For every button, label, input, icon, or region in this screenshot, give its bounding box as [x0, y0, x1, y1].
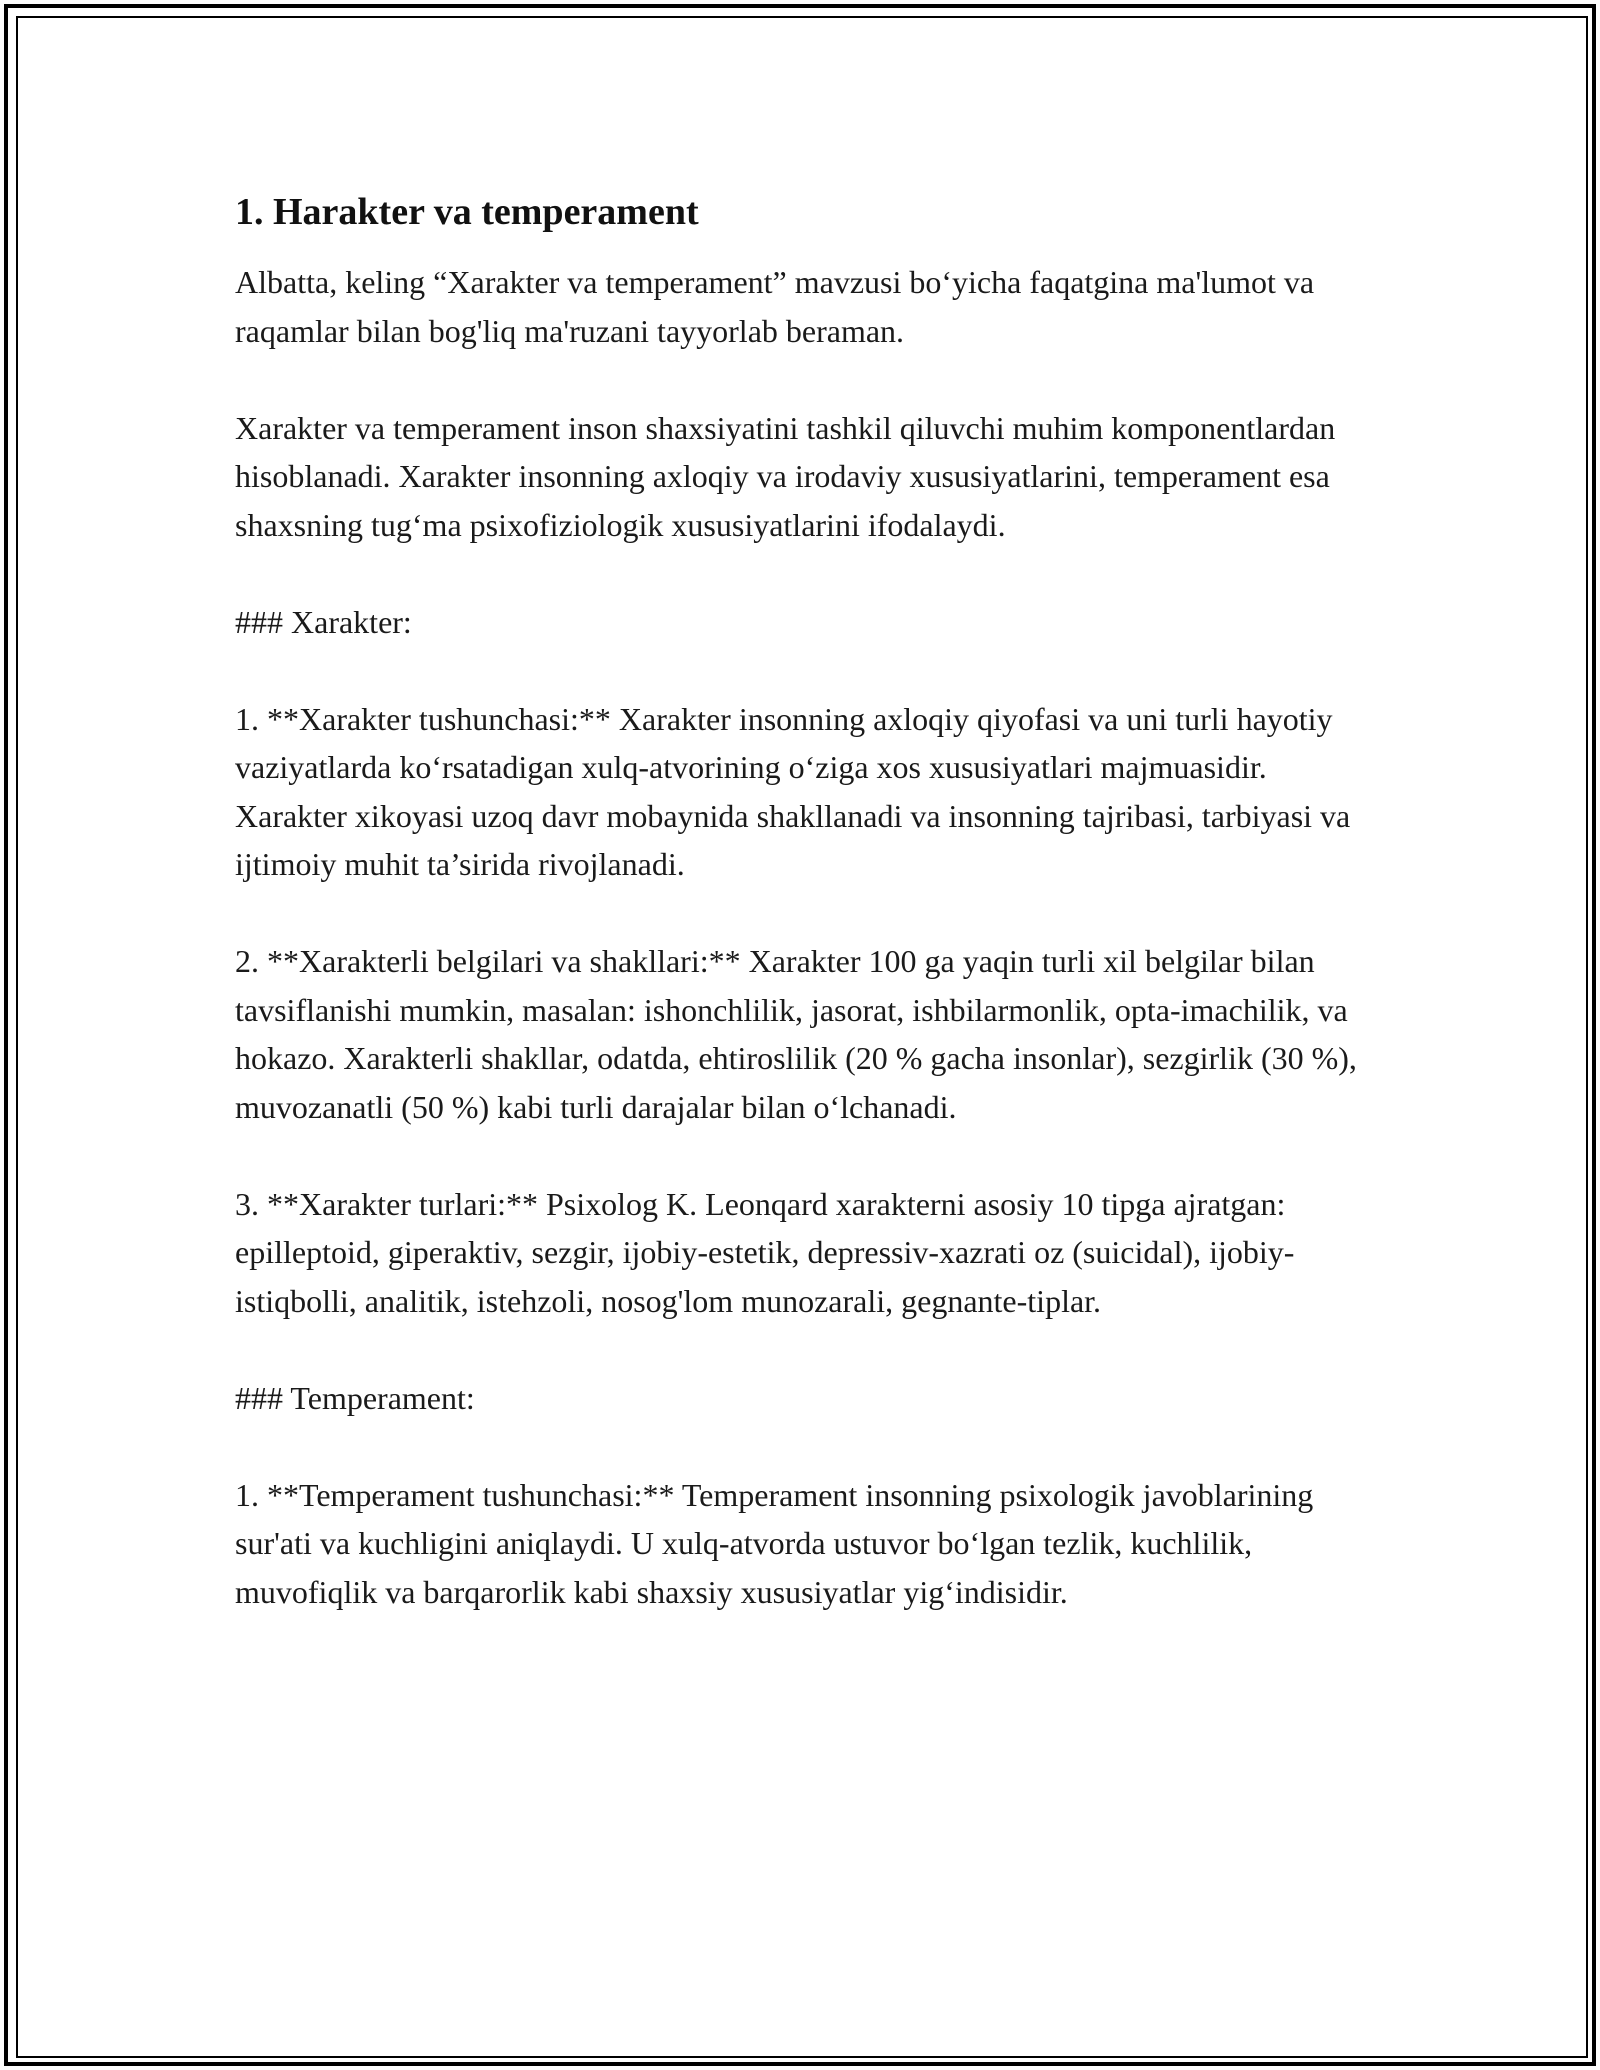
section-heading-xarakter: ### Xarakter:: [235, 603, 412, 640]
list-item-xarakter-traits: 2. **Xarakterli belgilari va shakllari:** Xarakter 100 ga yaqin turli xil belgilar bilan tavsiflanishi mumkin, masalan: ishonchlilik, jasorat, ishbilarmonlik, opta-imachilik, va hokazo. Xarakterli shakllar, odatda, ehtiroslilik (20 % gacha insonlar), sezgirlik (30 %), muvozanatli (50 %) kabi turli darajalar bilan o‘lchanadi.: [235, 943, 1357, 1125]
document-title: 1. Harakter va temperament: [235, 191, 699, 233]
paragraph-overview: Xarakter va temperament inson shaxsiyatini tashkil qiluvchi muhim komponentlardan hisoblanadi. Xarakter insonning axloqiy va irodaviy xususiyatlarini, temperament esa shaxsning tug‘ma psixofiziologik xususiyatlarini ifodalaydi.: [235, 409, 1336, 543]
document-body: [235, 186, 1375, 1665]
list-item-temperament-concept: 1. **Temperament tushunchasi:** Temperament insonning psixologik javoblarining sur'ati va kuchligini aniqlaydi. U xulq-atvorda ustuvor bo‘lgan tezlik, kuchlilik, muvofiqlik va barqarorlik kabi shaxsiy xususiyatlar yig‘indisidir.: [235, 1476, 1314, 1610]
list-item-xarakter-types: 3. **Xarakter turlari:** Psixolog K. Leonqard xarakterni asosiy 10 tipga ajratgan: epilleptoid, giperaktiv, sezgir, ijobiy-estetik, depressiv-xazrati oz (suicidal), ijobiy-istiqbolli, analitik, istehzoli, nosog'lom munozarali, gegnante-tiplar.: [235, 1185, 1295, 1319]
list-item-xarakter-concept: 1. **Xarakter tushunchasi:** Xarakter insonning axloqiy qiyofasi va uni turli hayotiy vaziyatlarda ko‘rsatadigan xulq-atvorining o‘ziga xos xususiyatlari majmuasidir. Xarakter xikoyasi uzoq davr mobaynida shakllanadi va insonning tajribasi, tarbiyasi va ijtimoiy muhit ta’sirida rivojlanadi.: [235, 700, 1351, 882]
paragraph-intro: Albatta, keling “Xarakter va temperament” mavzusi bo‘yicha faqatgina ma'lumot va raqamlar bilan bog'liq ma'ruzani tayyorlab beraman.: [235, 264, 1315, 349]
section-heading-temperament: ### Temperament:: [235, 1379, 475, 1416]
